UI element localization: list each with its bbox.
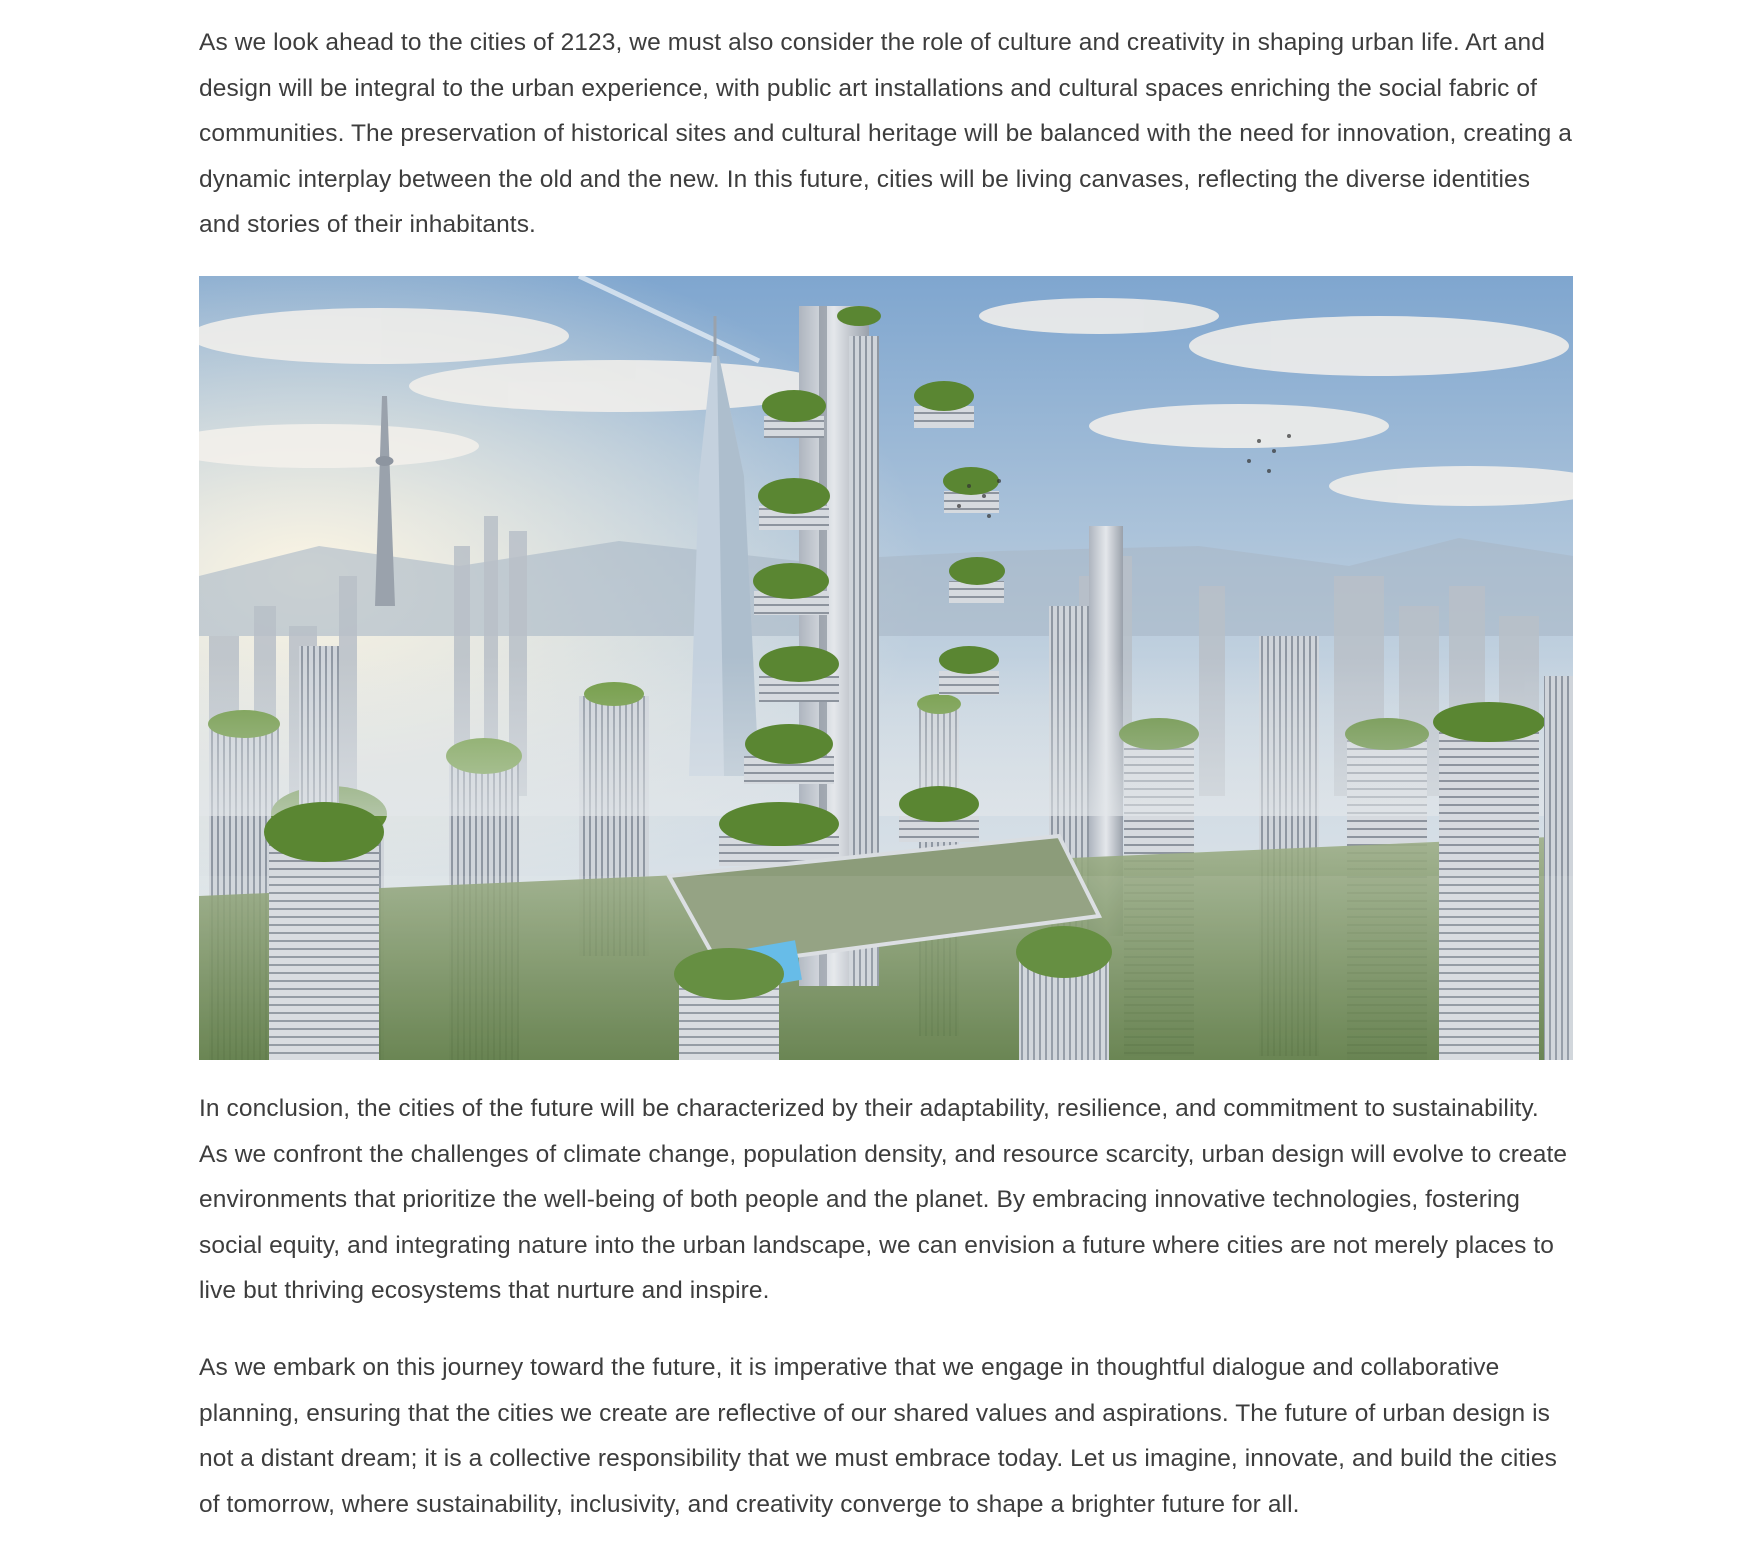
- city-illustration-svg: [199, 276, 1573, 1060]
- article-body: [199, 20, 1573, 1527]
- paragraph-call-to-action: As we embark on this journey toward the future, it is imperative that we engage in thoughtful dialogue and collaborative planning, ensuring that the cities we create are reflective of our shared values and aspirations. The future of urban design is not a distant dream; it is a collective responsibility that we must embrace today. Let us imagine, innovate, and build the cities of tomorrow, where sustainability, inclusivity, and creativity converge to shape a brighter future for all.: [199, 1353, 1557, 1518]
- paragraph-conclusion: In conclusion, the cities of the future will be characterized by their adaptability, resilience, and commitment to sustainability. As we confront the challenges of climate change, population density, and resource scarcity, urban design will evolve to create environments that prioritize the well-being of both people and the planet. By embracing innovative technologies, fostering social equity, and integrating nature into the urban landscape, we can envision a future where cities are not merely places to live but thriving ecosystems that nurture and inspire.: [199, 1094, 1568, 1305]
- paragraph-culture: As we look ahead to the cities of 2123, we must also consider the role of culture and creativity in shaping urban life. Art and design will be integral to the urban experience, with public art installations and cultural spaces enriching the social fabric of communities. The preservation of historical sites and cultural heritage will be balanced with the need for innovation, creating a dynamic interplay between the old and the new. In this future, cities will be living canvases, reflecting the diverse identities and stories of their inhabitants.: [199, 29, 1572, 239]
- futuristic-city-illustration: [199, 276, 1573, 1060]
